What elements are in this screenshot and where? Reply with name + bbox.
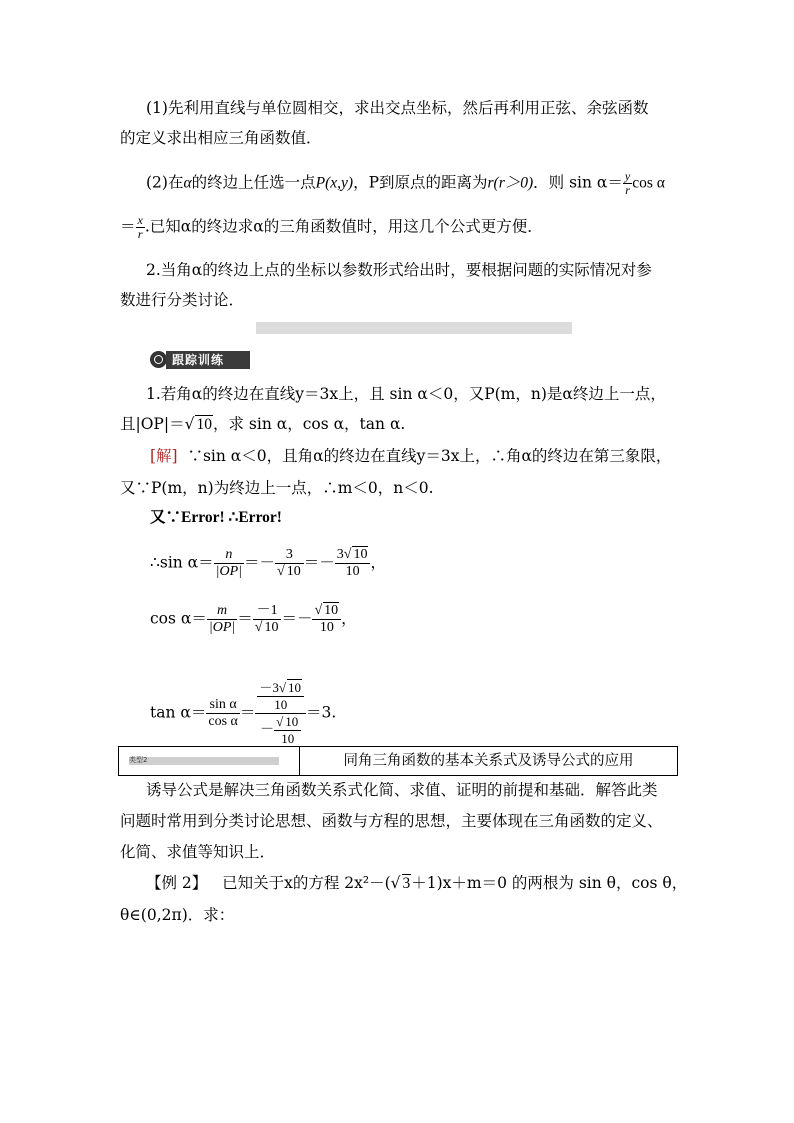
- section-header: [118, 746, 678, 776]
- example2-line1: 【例 2】 已知关于x的方程 2x²－(√ 3＋1)x＋m＝0 的两根为 sin θ，cos θ，: [146, 874, 688, 892]
- tracking-practice-badge: [150, 350, 250, 370]
- tan-formula: tan α＝ $\frac{\text{sin α}}{\text{cos α}}$ ＝ $\frac{-3√ 10}{10}$ － $\frac{√ 10}{10}$ ＝3.: [150, 680, 337, 746]
- cos-fraction-3: $\frac{√ 10}{10}$: [312, 603, 341, 636]
- method-item2-line1: (2)在α的终边上任选一点P(x,y)，P到原点的距离为r(r＞0)．则 sin α＝ $\frac{y}{r}$ cos α: [146, 169, 665, 197]
- tan-fraction-1: $\frac{\text{sin α}}{\text{cos α}}$: [208, 697, 238, 729]
- fraction-y-over-r: $\frac{y}{r}$: [624, 169, 631, 197]
- sin-fraction-3: $\frac{3√ 10}{10}$: [335, 547, 371, 580]
- target-icon: [150, 351, 167, 368]
- intro-line3: 化简、求值等知识上．: [120, 843, 276, 861]
- method-item3-line1: 2.当角α的终边上点的坐标以参数形式给出时，要根据问题的实际情况对参: [146, 261, 652, 279]
- solution-line1: [解] ∵sin α＜0，且角α的终边在直线y＝3x上，∴角α的终边在第三象限，: [150, 447, 672, 465]
- solution-line3: 又∵Error! ∴Error!: [150, 509, 282, 526]
- method-item3-line2: 数进行分类讨论．: [120, 291, 245, 309]
- cos-formula: cos α＝ $\frac{m}{|OP|}$ ＝ $\frac{-1}{√ 10}$ ＝－ $\frac{√ 10}{10}$ ，: [150, 603, 357, 635]
- example2-line2: θ∈(0,2π)．求：: [120, 906, 235, 924]
- solution-line2: 又∵P(m，n)为终边上一点，∴m＜0，n＜0.: [120, 479, 434, 497]
- sin-fraction-2: $\frac{3}{√ 10}$: [275, 547, 304, 580]
- solution-tag: [解]: [150, 447, 178, 465]
- tan-big-fraction: $\frac{-3√ 10}{10}$ － $\frac{√ 10}{10}$: [255, 680, 306, 747]
- sin-formula: ∴sin α＝ $\frac{n}{|OP|}$ ＝－ $\frac{3}{√ 10}$ ＝－ $\frac{3√ 10}{10}$ ，: [150, 547, 386, 579]
- sin-fraction-1: $\frac{n}{|OP|}$: [215, 547, 243, 579]
- section-tag-cell: [119, 747, 300, 775]
- method-item1-line2: 的定义求出相应三角函数值．: [120, 129, 322, 147]
- method-item1-line1: (1)先利用直线与单位圆相交，求出交点坐标，然后再利用正弦、余弦函数: [146, 99, 649, 117]
- section-tag: 类型2: [129, 756, 148, 764]
- exercise-question-line2: 且|OP|＝√ 10，求 sin α，cos α，tan α.: [120, 415, 406, 433]
- example2-tag: 【例 2】: [146, 874, 208, 892]
- method-item2-line2: ＝ $\frac{x}{r}$ .已知α的终边求α的三角函数值时，用这几个公式更方便．: [120, 213, 543, 241]
- cos-fraction-1: $\frac{m}{|OP|}$: [208, 603, 236, 635]
- intro-line1: 诱导公式是解决三角函数关系式化简、求值、证明的前提和基础．解答此类: [146, 781, 658, 799]
- intro-line2: 问题时常用到分类讨论思想、函数与方程的思想，主要体现在三角函数的定义、: [120, 812, 663, 830]
- fraction-x-over-r: $\frac{x}{r}$: [137, 213, 143, 241]
- section-title: 同角三角函数的基本关系式及诱导公式的应用: [343, 753, 634, 769]
- divider-bar: [256, 322, 572, 334]
- exercise-question-line1: 1.若角α的终边在直线y＝3x上，且 sin α＜0，又P(m，n)是α终边上一点，: [146, 385, 666, 403]
- badge-label: 跟踪训练: [166, 351, 250, 369]
- cos-fraction-2: $\frac{-1}{√ 10}$: [253, 603, 282, 636]
